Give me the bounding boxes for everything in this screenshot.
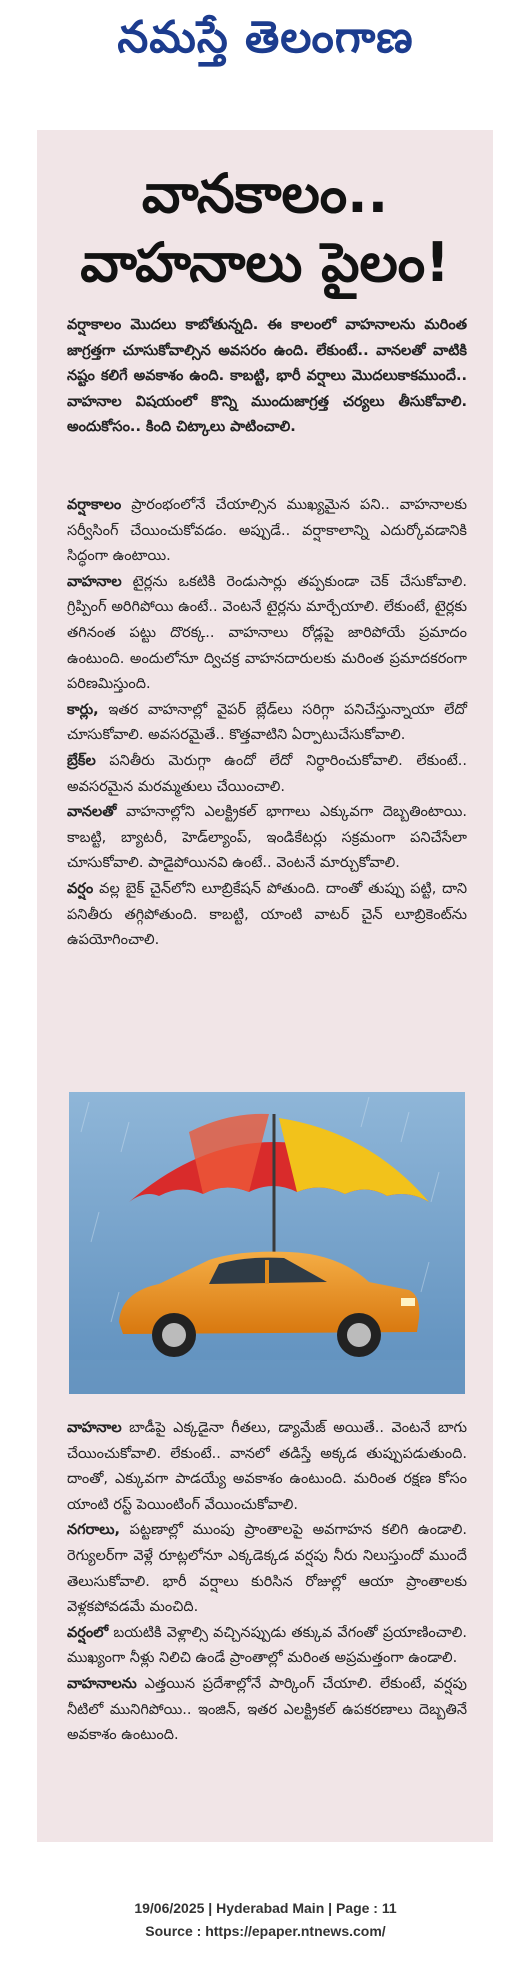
headline-line-1: వానకాలం..: [141, 162, 389, 225]
tip-text: పట్టణాల్లో ముంపు ప్రాంతాలపై అవగాహన కలిగి ఉండాలి. రెగ్యులర్‌గా వెళ్లే రూట్లలోనూ ఎక్కడెక్కడ వర్షపు నీరు నిలుస్తుందో ముందే తెలుసుకోవాలి. భారీ వర్షాలు కురిసిన రోజుల్లో ఆయా ప్రాంతాలకు వెళ్లకపోవడమే మంచిది.: [67, 1522, 467, 1616]
tip-lead: వాహనాల: [67, 1420, 122, 1436]
article-clipping: [37, 130, 493, 1842]
tip-paragraph: [67, 800, 467, 877]
tip-paragraph: [67, 1672, 467, 1749]
intro-paragraph: వర్షాకాలం మొదలు కాబోతున్నది. ఈ కాలంలో వాహనాలను మరింత జాగ్రత్తగా చూసుకోవాల్సిన అవసరం ఉంది. లేకుంటే.. వానలతో వాటికి నష్టం కలిగే అవకాశం ఉంది. కాబట్టి, భారీ వర్షాలు మొదలుకాకముందే.. వాహనాల విషయంలో కొన్ని ముందుజాగ్రత్త చర్యలు తీసుకోవాలి. అందుకోసం.. కింది చిట్కాలు పాటించాలి.: [67, 317, 467, 436]
tip-lead: వర్షాకాలం: [67, 497, 122, 513]
tip-text: వాహనాల్లోని ఎలక్ట్రికల్ భాగాలు ఎక్కువగా దెబ్బతింటాయి. కాబట్టి, బ్యాటరీ, హెడ్‌ల్యాంప్, ఇండికేటర్లు సక్రమంగా పనిచేసేలా చూసుకోవాలి. పాడైపోయినవి ఉంటే.. వెంటనే మార్చుకోవాలి.: [67, 804, 467, 872]
tip-lead: బ్రేక్‌ల: [67, 752, 96, 769]
source-link[interactable]: Source : https://epaper.ntnews.com/: [145, 1923, 386, 1939]
tip-paragraph: [67, 877, 467, 954]
tip-paragraph: [67, 698, 467, 749]
tip-lead: కార్లు,: [67, 701, 99, 718]
tip-text: పనితీరు మెరుగ్గా ఉందో లేదో నిర్ధారించుకోవాలి. లేకుంటే.. అవసరమైన మరమ్మతులు చేయించాలి.: [67, 752, 467, 795]
tip-lead: వాహనాలను: [67, 1675, 137, 1692]
edition-info: 19/06/2025 | Hyderabad Main | Page : 11: [134, 1900, 397, 1916]
tip-text: వల్ల బైక్ చైన్‌లోని లూబ్రికేషన్ పోతుంది. దాంతో తుప్పు పట్టి, దాని పనితీరు తగ్గిపోతుంది. కాబట్టి, యాంటి వాటర్ చైన్ లూబ్రికెంట్‌ను ఉపయోగించాలి.: [67, 880, 467, 949]
tip-lead: నగరాలు,: [67, 1522, 121, 1539]
tip-paragraph: [67, 493, 467, 570]
tip-paragraph: [67, 1621, 467, 1672]
tip-lead: వానలతో: [67, 804, 117, 821]
headline-line-2: వాహనాలు పైలం!: [80, 231, 450, 294]
tip-text: ప్రారంభంలోనే చేయాల్సిన ముఖ్యమైన పని.. వాహనాలకు సర్వీసింగ్ చేయించుకోవడం. అప్పుడే.. వర్షాకాలాన్ని ఎదుర్కోవడానికి సిద్ధంగా ఉంటాయి.: [67, 497, 467, 565]
tip-text: బాడీపై ఎక్కడైనా గీతలు, డ్యామేజ్ అయితే.. వెంటనే బాగు చేయించుకోవాలి. లేకుంటే.. వానలో తడిస్తే అక్కడ తుప్పుపడుతుంది. దాంతో, ఎక్కువగా పాడయ్యే అవకాశం ఉంటుంది. మరింత రక్షణ కోసం యాంటి రస్ట్ పెయింటింగ్ వేయించుకోవాలి.: [67, 1420, 467, 1513]
tip-lead: వర్షంలో: [67, 1624, 109, 1641]
tips-list-1: [67, 493, 467, 954]
tips-list-2: [67, 1416, 467, 1749]
tip-text: బయటికి వెళ్లాల్సి వచ్చినప్పుడు తక్కువ వేగంతో ప్రయాణించాలి. ముఖ్యంగా నీళ్లు నిలిచి ఉండే ప్రాంతాల్లో మరింత అప్రమత్తంగా ఉండాలి.: [67, 1624, 467, 1667]
tip-paragraph: [67, 749, 467, 800]
tip-lead: వర్షం: [67, 880, 94, 897]
tip-text: ఎత్తయిన ప్రదేశాల్లోనే పార్కింగ్ చేయాలి. లేకుంటే, వర్షపు నీటిలో మునిగిపోయి.. ఇంజిన్, ఇతర ఎలక్ట్రికల్ ఉపకరణాలు దెబ్బతినే అవకాశం ఉంటుంది.: [67, 1675, 467, 1744]
car-umbrella-photo: [69, 1092, 465, 1394]
tip-lead: వాహనాల: [67, 573, 122, 590]
tip-text: ఇతర వాహనాల్లో వైపర్ బ్లేడ్‌లు సరిగ్గా పనిచేస్తున్నాయా లేదో చూసుకోవాలి. అవసరమైతే.. కొత్తవాటిని ఏర్పాటుచేసుకోవాలి.: [67, 701, 467, 744]
tip-paragraph: [67, 570, 467, 698]
tip-text: టైర్లను ఒకటికి రెండుసార్లు తప్పకుండా చెక్ చేసుకోవాలి. గ్రిప్పింగ్ అరిగిపోయి ఉంటే.. వెంటనే టైర్లను మార్చేయాలి. లేకుంటే, టైర్లకు తగినంత పట్టు దొరక్క.. వాహనాలు రోడ్లపై జారిపోయే ప్రమాదం ఉంటుంది. అందులోనూ ద్విచక్ర వాహనదారులకు మరింత ప్రమాదకరంగా పరిణమిస్తుంది.: [67, 573, 467, 693]
masthead: [0, 0, 531, 80]
newspaper-logo: నమస్తే తెలంగాణ: [117, 12, 414, 63]
tip-paragraph: [67, 1416, 467, 1518]
tip-paragraph: [67, 1518, 467, 1620]
